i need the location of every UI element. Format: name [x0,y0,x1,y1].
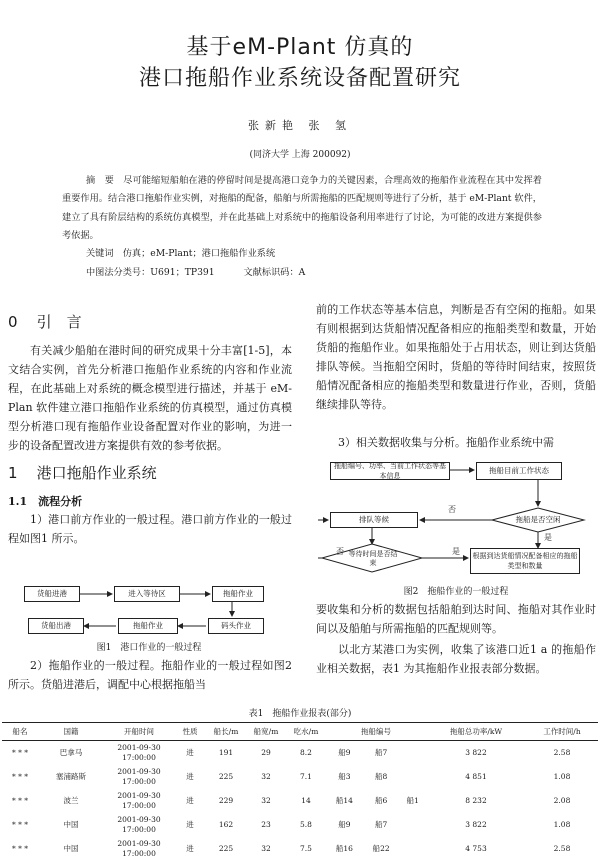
process-paragraph-1: 1）港口前方作业的一般过程。港口前方作业的一般过程如图1 所示。 [8,513,292,545]
cell-clock: 17:00:00 [122,801,156,810]
fig1-terminal-operation: 码头作业 [208,618,264,634]
classification [86,264,331,278]
cell-power: 3 822 [465,820,487,829]
table-row [2,813,598,837]
cell-nationality: 巴拿马 [59,748,83,757]
cell-clock: 17:00:00 [122,849,156,858]
fig1-ship-arrives: 货船进港 [24,586,80,602]
cell-type: 进 [186,796,194,805]
cell-power: 3 822 [465,748,487,757]
fig2-assign-tugs: 根据到达货船情况配备相应的拖船类型和数量 [470,548,580,574]
keywords: 关键词 仿真；eM-Plant；港口拖船作业系统 [86,248,276,259]
col-beam: 船宽/m [246,723,286,741]
figure-1-caption: 图1 港口作业的一般过程 [96,643,202,653]
cell-length: 191 [218,748,234,757]
cell-hours: 2.58 [553,748,571,757]
cell-tug-3: 船1 [406,796,419,805]
cell-tug-2: 船22 [372,844,390,853]
cell-nationality: 波兰 [63,796,79,805]
table-row [2,837,598,861]
cell-ship: * * * [11,772,29,781]
cell-time [104,741,174,766]
col-type: 性质 [174,723,206,741]
cell-tug-3 [400,741,427,766]
fig1-tug-operation-1: 拖船作业 [212,586,264,602]
col-departure-time: 开船时间 [104,723,174,741]
col-length: 船长/m [206,723,246,741]
cell-hours: 2.08 [553,796,571,805]
fig2-queue-wait: 排队等候 [330,512,418,528]
cell-type: 进 [186,772,194,781]
cell-length: 225 [218,772,234,781]
right-paragraph-4: 以北方某港口为实例，收集了该港口近1 a 的拖船作业相关数据，表1 为其拖船作业报表部分数据。 [316,643,596,675]
cell-draft: 8.2 [300,748,312,757]
table-1-caption: 表1 拖船作业报表(部分) [248,709,352,719]
section-1-number: 1 [8,464,18,482]
cell-tug-2: 船7 [374,820,388,829]
cell-tug-3 [400,813,427,837]
cell-tug-3 [400,837,427,861]
col-tug-id: 拖船编号 [326,723,426,741]
cell-tug-1: 船14 [335,796,353,805]
cell-date: 2001-09-30 [117,839,161,848]
cell-tug-3 [400,765,427,789]
document-code: 文献标识码：A [243,267,306,278]
paper-title-line1: 基于eM-Plant 仿真的 [186,35,414,60]
cell-type: 进 [186,820,194,829]
fig2-wait-ended: 等待时间是否结束 [348,550,398,567]
cell-ship: * * * [11,796,29,805]
col-nationality: 国籍 [38,723,104,741]
cell-beam: 29 [261,748,271,757]
table-1 [2,722,598,861]
authors: 张新艳 张 氢 [248,119,352,132]
section-1-heading [8,462,157,483]
cell-time [104,789,174,813]
cell-nationality: 中国 [63,844,79,853]
table-row [2,789,598,813]
fig2-label-no-1: 否 [448,505,456,514]
cell-type: 进 [186,844,194,853]
fig2-label-yes-2: 是 [452,547,460,556]
cell-power: 4 851 [465,772,487,781]
cell-draft: 7.1 [300,772,312,781]
subsection-1-1: 1.1 流程分析 [8,495,83,508]
cell-beam: 23 [261,820,271,829]
section-1-title: 港口拖船作业系统 [36,464,157,482]
right-paragraph-1: 前的工作状态等基本信息，判断是否有空闲的拖船。如果有则根据到达货船情况配备相应的拖船类型和数量，开始货船的拖船作业。如果拖船处于占用状态，则让到达货船排队等候。当拖船空闲时，货船的等待时间结束，按照货船情况配备相应的拖船类型和数量进行作业，否则，货船继续排队等待。 [316,303,596,411]
cell-draft: 7.5 [300,844,312,853]
section-0-number: 0 [8,313,18,331]
fig1-waiting-area: 进入等待区 [114,586,180,602]
fig2-basic-info: 拖船编号、功率、当前工作状态等基本信息 [330,462,450,480]
col-draft: 吃水/m [286,723,326,741]
cell-power: 8 232 [465,796,487,805]
col-ship-name: 船名 [2,723,38,741]
col-total-power: 拖船总功率/kW [426,723,526,741]
fig1-ship-departs: 货船出港 [28,618,84,634]
paper-title-line2: 港口拖船作业系统设备配置研究 [138,66,461,91]
cell-nationality: 塞浦路斯 [56,772,86,781]
cell-hours: 2.58 [553,844,571,853]
section-0-title: 引 言 [36,313,82,331]
cell-tug-2: 船6 [374,796,388,805]
cell-tug-2: 船7 [374,748,388,757]
cell-clock: 17:00:00 [122,753,156,762]
cell-length: 229 [218,796,234,805]
abstract-text: 摘 要 尽可能缩短船舶在港的停留时间是提高港口竞争力的关键因素，合理高效的拖船作业流程在其中发挥着重要作用。结合港口拖船作业实例，对拖船的配备，船舶与所需拖船的匹配规则等进行了分析，基于 eM-Plant 软件，建立了具有阶层结构的系统仿真模型，并在此基础上对系统中的拖船设备利用率进行了讨论，为可能的改进方案提供参考依据。 [62,175,542,242]
cell-draft: 5.8 [300,820,312,829]
cell-ship: * * * [11,844,29,853]
section-0-heading [8,311,82,332]
fig2-current-status: 拖船目前工作状态 [476,462,562,480]
table-header-row [2,723,598,741]
process-paragraph-2: 2）拖船作业的一般过程。拖船作业的一般过程如图2 所示。货船进港后，调配中心根据拖船当 [8,659,292,691]
table-row [2,765,598,789]
cell-clock: 17:00:00 [122,825,156,834]
cell-tug-1: 船9 [338,820,351,829]
cell-tug-1: 船9 [338,748,351,757]
cell-beam: 32 [261,844,271,853]
cell-date: 2001-09-30 [117,743,161,752]
fig2-is-tug-idle: 拖船是否空闲 [515,515,561,524]
cell-length: 225 [218,844,234,853]
cell-date: 2001-09-30 [117,815,161,824]
table-row [2,741,598,766]
cell-date: 2001-09-30 [117,791,161,800]
cell-clock: 17:00:00 [122,777,156,786]
cell-beam: 32 [261,796,271,805]
cell-beam: 32 [261,772,271,781]
right-paragraph-3: 要收集和分析的数据包括船舶到达时间、拖船对其作业时间以及船舶与所需拖船的匹配规则等。 [316,603,596,635]
col-work-hours: 工作时间/h [526,723,598,741]
cell-power: 4 753 [465,844,487,853]
fig2-label-no-2: 否 [336,547,344,556]
cell-length: 162 [218,820,234,829]
cell-ship: * * * [11,748,29,757]
cell-hours: 1.08 [553,820,571,829]
fig2-label-yes-1: 是 [544,533,552,542]
cell-type: 进 [186,748,194,757]
cell-hours: 1.08 [553,772,571,781]
intro-paragraph: 有关减少船舶在港时间的研究成果十分丰富[1-5]，本文结合实例，首先分析港口拖船作业系统的内容和作业流程，在此基础上对系统的概念模型进行描述，并基于 eM-Plan 软件建立港口拖船作业系统的仿真模型，通过仿真模型分析港口现有拖船作业设备配置对作业的影响，为进一步的设备配置改进方案提供有效的参考依据。 [8,344,292,452]
affiliation: (同济大学 上海 200092) [249,150,351,160]
cell-tug-2: 船8 [374,772,388,781]
right-paragraph-2: 3）相关数据收集与分析。拖船作业系统中需 [338,436,554,449]
cell-nationality: 中国 [63,820,79,829]
cell-draft: 14 [301,796,311,805]
cell-tug-1: 船3 [338,772,351,781]
fig1-tug-operation-2: 拖船作业 [118,618,178,634]
cell-date: 2001-09-30 [117,767,161,776]
cell-time [104,765,174,789]
figure-2-caption: 图2 拖船作业的一般过程 [403,587,509,597]
clc-number: 中图法分类号：U691；TP391 [86,267,215,278]
cell-ship: * * * [11,820,29,829]
cell-time [104,837,174,861]
cell-tug-1: 船16 [335,844,353,853]
cell-time [104,813,174,837]
